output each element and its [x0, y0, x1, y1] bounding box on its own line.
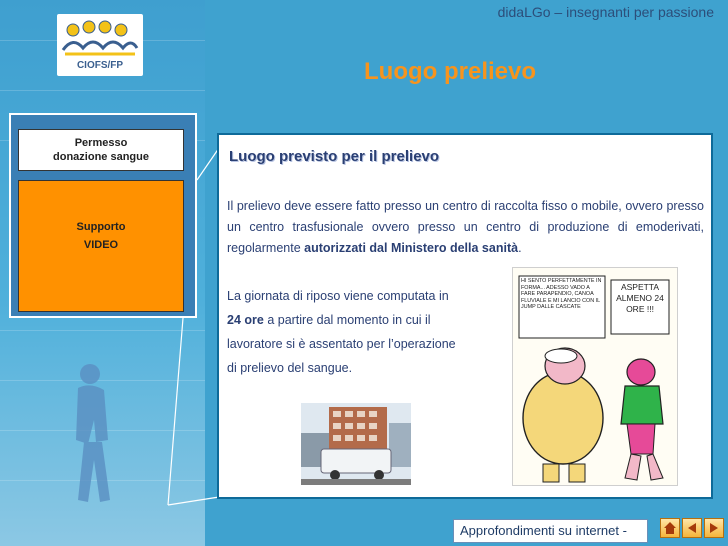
- content-panel: [218, 134, 712, 498]
- blood-collection-photo: [301, 403, 411, 485]
- paragraph-text: a partire dal momento in cui il: [263, 313, 431, 327]
- paragraph-line: La giornata di riposo viene computata in: [227, 289, 449, 303]
- home-icon: [663, 521, 677, 535]
- cartoon-drawing: [513, 268, 679, 487]
- header-tagline: didaLGo – insegnanti per passione: [497, 4, 714, 20]
- cartoon-bubble-left: HI SENTO PERFETTAMENTE IN FORMA... ADESSO VADO A FARE PARAPENDIO, CANOA FLUVIALE E MI LANCIO CON IL JUMP DALLE CASCATE: [521, 278, 602, 311]
- home-button[interactable]: [660, 518, 680, 538]
- logo-caption: CIOFS/FP: [76, 60, 124, 71]
- paragraph-riposo: [227, 284, 492, 380]
- paragraph-end: .: [518, 241, 522, 255]
- paragraph-line: di prelievo del sangue.: [227, 361, 353, 375]
- paragraph-line: [227, 308, 492, 332]
- next-button[interactable]: [704, 518, 724, 538]
- internet-resources-link[interactable]: Approfondimenti su internet -: [453, 519, 648, 543]
- sidebar-item-label: Permesso: [74, 137, 128, 149]
- paragraph-bold: 24 ore: [227, 313, 264, 327]
- cartoon-illustration: [512, 267, 678, 486]
- cartoon-bubble-right: ASPETTA ALMENO 24 ORE !!!: [616, 282, 664, 314]
- arrow-right-icon: [707, 521, 721, 535]
- previous-button[interactable]: [682, 518, 702, 538]
- page-title: Luogo prelievo: [364, 58, 537, 85]
- arrow-left-icon: [685, 521, 699, 535]
- paragraph-prelievo: [227, 196, 704, 259]
- sidebar-item-label: Supporto: [76, 221, 126, 233]
- content-heading: Luogo previsto per il prelievo: [229, 148, 440, 165]
- paragraph-text: Il prelievo deve essere fatto presso un centro di raccolta fisso o mobile, ovvero presso un centro trasfusionale ovvero presso un centro di produzione di emoderivati, regolarmente: [227, 199, 704, 255]
- paragraph-line: lavoratore si è assentato per l’operazione: [227, 337, 456, 351]
- paragraph-bold: autorizzati dal Ministero della sanità: [304, 241, 519, 255]
- sidebar-item-label: VIDEO: [83, 239, 119, 251]
- sidebar-item-label: donazione sangue: [53, 151, 149, 163]
